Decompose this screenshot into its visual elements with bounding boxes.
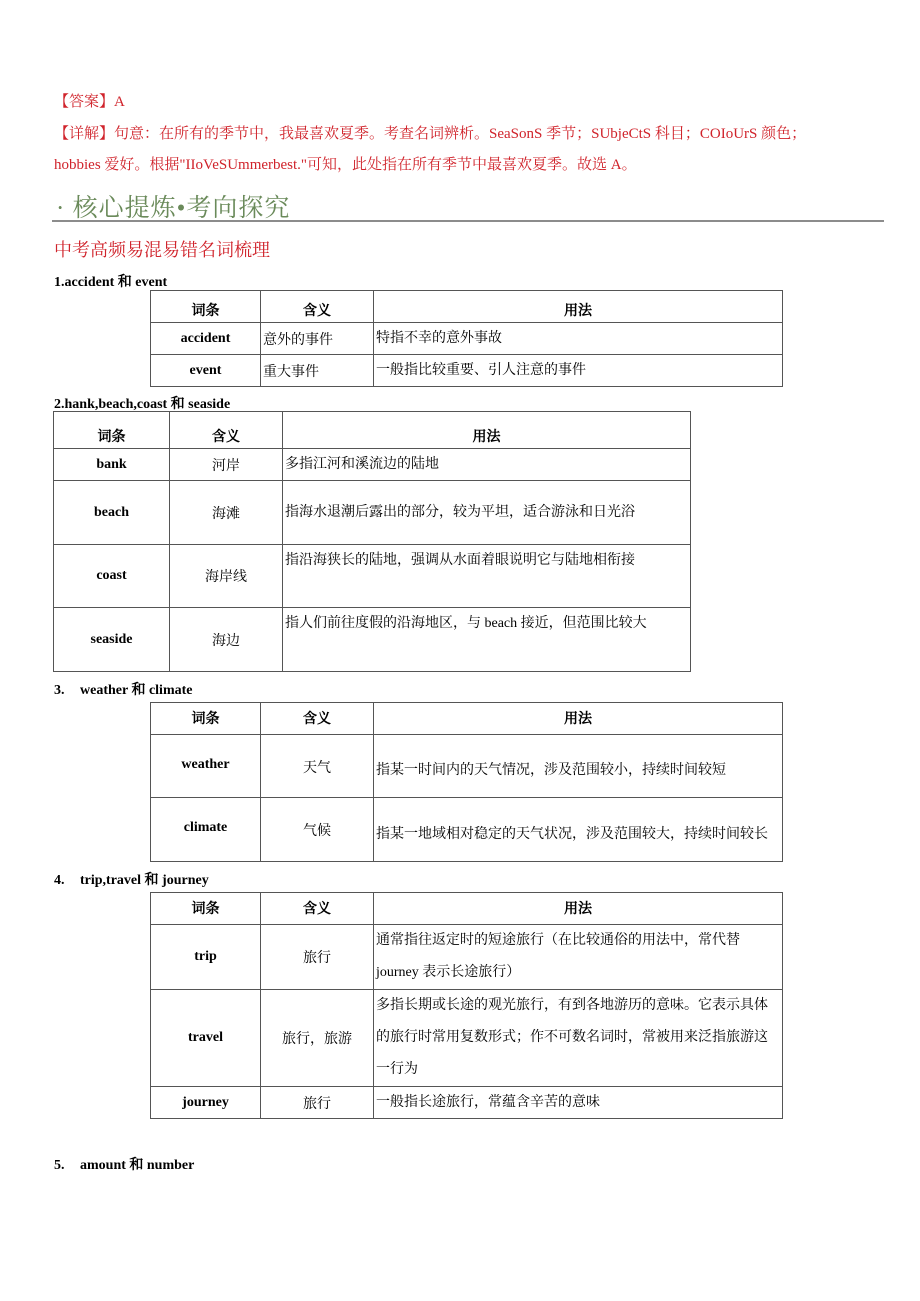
group-title-1: 1.accident 和 event	[54, 275, 168, 290]
table-row	[151, 925, 783, 990]
group-number: 3.	[54, 683, 65, 698]
usage-cell: 多指长期或长途的观光旅行，有到各地游历的意味。它表示具体的旅行时常用复数形式；作不可数名词时，常被用来泛指旅游这一行为	[374, 990, 783, 1087]
table-row	[151, 355, 783, 387]
meaning-cell: 海边	[170, 608, 283, 672]
group-number: 4.	[54, 873, 65, 888]
table-header-row	[151, 291, 783, 323]
word-cell: beach	[54, 481, 170, 545]
vocab-table-1	[150, 290, 783, 387]
group-title-5	[54, 1154, 194, 1174]
table-row	[54, 449, 691, 481]
usage-cell: 一般指长途旅行，常蕴含辛苦的意味	[374, 1087, 783, 1119]
col-header-usage: 用法	[374, 291, 783, 323]
meaning-cell: 旅行	[261, 925, 374, 990]
vocab-table-2	[53, 411, 691, 672]
table-row	[151, 735, 783, 798]
table-header-row	[54, 412, 691, 449]
usage-cell: 特指不幸的意外事故	[374, 323, 783, 355]
usage-cell: 多指江河和溪流边的陆地	[283, 449, 691, 481]
group-title-text: amount 和 number	[80, 1158, 195, 1173]
word-cell: event	[151, 355, 261, 387]
word-cell: climate	[151, 798, 261, 862]
usage-cell: 指某一时间内的天气情况，涉及范围较小，持续时间较短	[374, 735, 783, 798]
group-title-text: trip,travel 和 journey	[80, 873, 209, 888]
vocab-table-3	[150, 702, 783, 862]
col-header-word: 词条	[54, 412, 170, 449]
word-cell: travel	[151, 990, 261, 1087]
col-header-meaning: 含义	[170, 412, 283, 449]
section-heading: · 核心提炼•考向探究	[56, 195, 291, 222]
group-title-text: weather 和 climate	[80, 683, 193, 698]
answer-detail-line-2: hobbies 爱好。根据"IIoVeSUmmerbest."可知，此处指在所有季节中最喜欢夏季。故选 A。	[54, 157, 637, 173]
word-cell: coast	[54, 545, 170, 608]
group-number: 5.	[54, 1158, 65, 1173]
col-header-usage: 用法	[374, 893, 783, 925]
table-row	[54, 481, 691, 545]
meaning-cell: 旅行，旅游	[261, 990, 374, 1087]
meaning-cell: 气候	[261, 798, 374, 862]
meaning-cell: 重大事件	[261, 355, 374, 387]
word-cell: accident	[151, 323, 261, 355]
meaning-cell: 海岸线	[170, 545, 283, 608]
meaning-cell: 海滩	[170, 481, 283, 545]
meaning-cell: 河岸	[170, 449, 283, 481]
section-divider	[52, 220, 884, 222]
meaning-cell: 意外的事件	[261, 323, 374, 355]
usage-cell: 指某一地域相对稳定的天气状况，涉及范围较大，持续时间较长	[374, 798, 783, 862]
table-header-row	[151, 703, 783, 735]
word-cell: trip	[151, 925, 261, 990]
meaning-cell: 天气	[261, 735, 374, 798]
table-row	[151, 1087, 783, 1119]
meaning-cell: 旅行	[261, 1087, 374, 1119]
group-title-3	[54, 679, 192, 699]
table-row	[54, 545, 691, 608]
word-cell: seaside	[54, 608, 170, 672]
table-row	[151, 798, 783, 862]
col-header-usage: 用法	[374, 703, 783, 735]
col-header-word: 词条	[151, 893, 261, 925]
vocab-table-4	[150, 892, 783, 1119]
col-header-meaning: 含义	[261, 893, 374, 925]
table-row	[151, 990, 783, 1087]
usage-cell: 指沿海狭长的陆地，强调从水面着眼说明它与陆地相衔接	[283, 545, 691, 608]
col-header-meaning: 含义	[261, 703, 374, 735]
group-title-2: 2.hank,beach,coast 和 seaside	[54, 397, 231, 412]
usage-cell: 指人们前往度假的沿海地区，与 beach 接近，但范围比较大	[283, 608, 691, 672]
section-subheading: 中考高频易混易错名词梳理	[54, 240, 270, 260]
usage-cell: 指海水退潮后露出的部分，较为平坦，适合游泳和日光浴	[283, 481, 691, 545]
group-title-4	[54, 869, 209, 889]
table-row	[151, 323, 783, 355]
word-cell: weather	[151, 735, 261, 798]
word-cell: journey	[151, 1087, 261, 1119]
col-header-usage: 用法	[283, 412, 691, 449]
word-cell: bank	[54, 449, 170, 481]
table-header-row	[151, 893, 783, 925]
table-row	[54, 608, 691, 672]
answer-detail-line-1: 【详解】句意：在所有的季节中，我最喜欢夏季。考查名词辨析。SeaSonS 季节；SUbjeCtS 科目；COIoUrS 颜色；	[54, 126, 807, 142]
usage-cell: 通常指往返定时的短途旅行（在比较通俗的用法中，常代替journey 表示长途旅行）	[374, 925, 783, 990]
col-header-word: 词条	[151, 291, 261, 323]
col-header-meaning: 含义	[261, 291, 374, 323]
answer-label: 【答案】A	[54, 94, 125, 110]
col-header-word: 词条	[151, 703, 261, 735]
usage-cell: 一般指比较重要、引人注意的事件	[374, 355, 783, 387]
